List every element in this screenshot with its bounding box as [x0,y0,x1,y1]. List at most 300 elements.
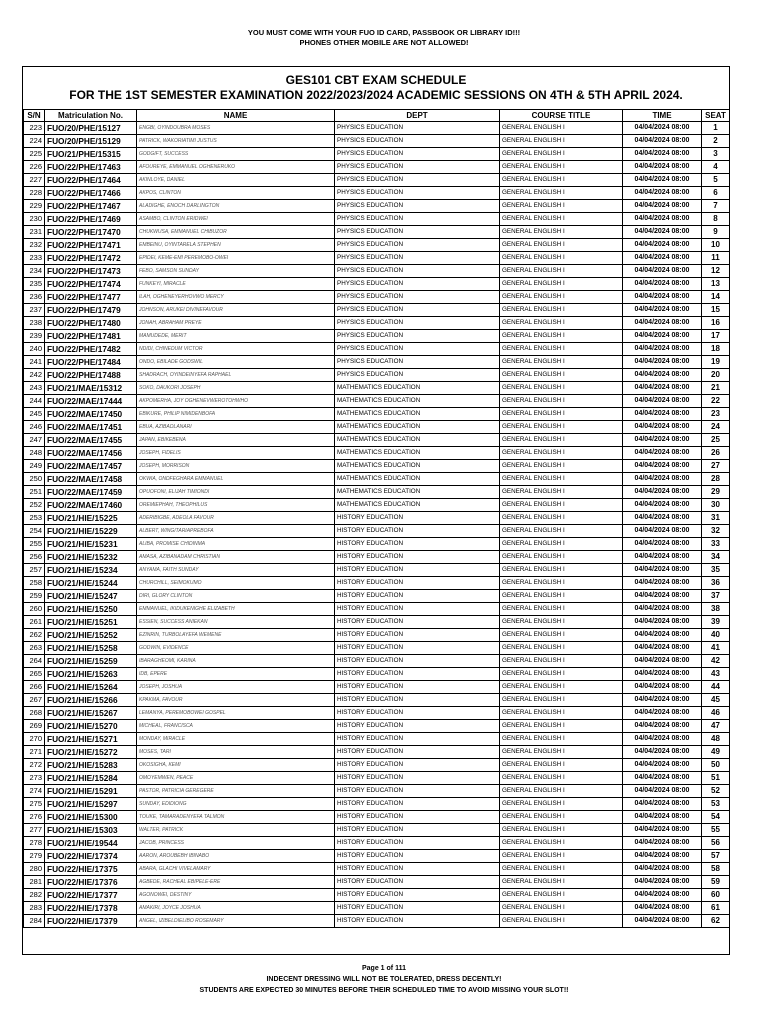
page-number: Page 1 of 111 [362,965,406,972]
row-student-name: ALADIGHE, ENOCH DARLINGTON [137,200,335,213]
row-time: 04/04/2024 08:00 [623,577,702,590]
table-row [24,785,730,798]
row-dept: HISTORY EDUCATION [335,733,500,746]
row-course-title: GENERAL ENGLISH I [500,915,623,928]
table-row [24,421,730,434]
table-row [24,616,730,629]
row-student-name: TOUKE, TAMARADENYEFA TALMON [137,811,335,824]
row-time: 04/04/2024 08:00 [623,343,702,356]
row-course-title: GENERAL ENGLISH I [500,824,623,837]
table-row [24,330,730,343]
table-row [24,824,730,837]
row-seat: 15 [702,304,730,317]
row-seat: 50 [702,759,730,772]
row-time: 04/04/2024 08:00 [623,213,702,226]
row-sn: 255 [24,538,45,551]
row-student-name: NDIDI, CHINEDUM VICTOR [137,343,335,356]
row-student-name: MICHEAL, FRANCISCA [137,720,335,733]
row-dept: PHYSICS EDUCATION [335,330,500,343]
row-dept: PHYSICS EDUCATION [335,161,500,174]
row-dept: PHYSICS EDUCATION [335,291,500,304]
row-time: 04/04/2024 08:00 [623,382,702,395]
row-time: 04/04/2024 08:00 [623,304,702,317]
row-student-name: AKPOMERHA, JOY OGHENEVWEROTOHWHO [137,395,335,408]
row-student-name: CHURCHILL, SEIMOKUMO [137,577,335,590]
row-student-name: IBARAGHEOMI, KARINA [137,655,335,668]
row-dept: HISTORY EDUCATION [335,720,500,733]
row-seat: 10 [702,239,730,252]
row-seat: 57 [702,850,730,863]
row-sn: 231 [24,226,45,239]
row-sn: 261 [24,616,45,629]
table-row [24,148,730,161]
row-dept: PHYSICS EDUCATION [335,148,500,161]
table-row [24,317,730,330]
table-row [24,733,730,746]
row-sn: 269 [24,720,45,733]
row-seat: 21 [702,382,730,395]
row-sn: 237 [24,304,45,317]
row-time: 04/04/2024 08:00 [623,408,702,421]
table-row [24,200,730,213]
row-student-name: OREMIEPHAH, THEOPHILUS [137,499,335,512]
row-course-title: GENERAL ENGLISH I [500,837,623,850]
row-student-name: MONDAY, MIRACLE [137,733,335,746]
table-row [24,811,730,824]
table-row [24,213,730,226]
row-matric-no: FUO/21/HIE/15283 [45,759,137,772]
schedule-table [23,109,730,928]
table-row [24,694,730,707]
row-seat: 34 [702,551,730,564]
row-student-name: EBUA, AZIBAOLANARI [137,421,335,434]
row-sn: 238 [24,317,45,330]
row-dept: HISTORY EDUCATION [335,512,500,525]
row-matric-no: FUO/22/PHE/17463 [45,161,137,174]
row-matric-no: FUO/22/PHE/17472 [45,252,137,265]
row-time: 04/04/2024 08:00 [623,902,702,915]
row-course-title: GENERAL ENGLISH I [500,434,623,447]
row-seat: 33 [702,538,730,551]
row-time: 04/04/2024 08:00 [623,239,702,252]
row-dept: HISTORY EDUCATION [335,759,500,772]
row-dept: HISTORY EDUCATION [335,902,500,915]
row-course-title: GENERAL ENGLISH I [500,863,623,876]
row-matric-no: FUO/22/MAE/17458 [45,473,137,486]
row-time: 04/04/2024 08:00 [623,122,702,135]
row-seat: 43 [702,668,730,681]
row-dept: PHYSICS EDUCATION [335,252,500,265]
table-row [24,356,730,369]
row-sn: 248 [24,447,45,460]
row-dept: MATHEMATICS EDUCATION [335,473,500,486]
row-student-name: ONDO, EBILADE GODSWIL [137,356,335,369]
row-sn: 281 [24,876,45,889]
row-sn: 271 [24,746,45,759]
row-seat: 32 [702,525,730,538]
row-matric-no: FUO/22/PHE/17466 [45,187,137,200]
row-sn: 270 [24,733,45,746]
row-time: 04/04/2024 08:00 [623,811,702,824]
row-sn: 279 [24,850,45,863]
row-course-title: GENERAL ENGLISH I [500,408,623,421]
row-dept: PHYSICS EDUCATION [335,187,500,200]
row-matric-no: FUO/22/HIE/17375 [45,863,137,876]
row-course-title: GENERAL ENGLISH I [500,473,623,486]
table-row [24,486,730,499]
row-course-title: GENERAL ENGLISH I [500,200,623,213]
table-row [24,252,730,265]
table-row [24,759,730,772]
row-time: 04/04/2024 08:00 [623,564,702,577]
row-student-name: OKOSIGHA, KEMI [137,759,335,772]
row-matric-no: FUO/21/HIE/15259 [45,655,137,668]
table-row [24,174,730,187]
row-seat: 19 [702,356,730,369]
row-student-name: SUNDAY, EDIDIONG [137,798,335,811]
row-time: 04/04/2024 08:00 [623,278,702,291]
row-seat: 37 [702,590,730,603]
row-course-title: GENERAL ENGLISH I [500,499,623,512]
row-sn: 235 [24,278,45,291]
row-matric-no: FUO/20/PHE/15129 [45,135,137,148]
row-seat: 39 [702,616,730,629]
row-sn: 280 [24,863,45,876]
row-matric-no: FUO/21/HIE/15267 [45,707,137,720]
row-dept: HISTORY EDUCATION [335,681,500,694]
row-matric-no: FUO/21/HIE/15266 [45,694,137,707]
row-time: 04/04/2024 08:00 [623,850,702,863]
table-row [24,369,730,382]
row-student-name: PASTOR, PATRICIA GEREGERE [137,785,335,798]
row-sn: 232 [24,239,45,252]
row-sn: 234 [24,265,45,278]
table-row [24,551,730,564]
row-student-name: EMMANUEL, IKIDUKENIGHE ELIZABETH [137,603,335,616]
row-time: 04/04/2024 08:00 [623,538,702,551]
table-row [24,681,730,694]
row-matric-no: FUO/22/PHE/17481 [45,330,137,343]
row-seat: 47 [702,720,730,733]
row-course-title: GENERAL ENGLISH I [500,213,623,226]
row-matric-no: FUO/21/HIE/15225 [45,512,137,525]
row-seat: 53 [702,798,730,811]
row-student-name: ALBERT, WINGITARIAPREBOFA [137,525,335,538]
row-matric-no: FUO/21/HIE/15231 [45,538,137,551]
row-time: 04/04/2024 08:00 [623,668,702,681]
row-sn: 284 [24,915,45,928]
row-matric-no: FUO/22/HIE/17374 [45,850,137,863]
row-course-title: GENERAL ENGLISH I [500,616,623,629]
row-time: 04/04/2024 08:00 [623,551,702,564]
row-time: 04/04/2024 08:00 [623,434,702,447]
row-dept: HISTORY EDUCATION [335,525,500,538]
row-sn: 276 [24,811,45,824]
row-student-name: EMBEINU, OYINTARELA STEPHEN [137,239,335,252]
table-row [24,447,730,460]
table-row [24,525,730,538]
row-seat: 61 [702,902,730,915]
row-course-title: GENERAL ENGLISH I [500,707,623,720]
row-dept: HISTORY EDUCATION [335,655,500,668]
row-time: 04/04/2024 08:00 [623,330,702,343]
row-student-name: JOHNSON, ARUKEI DIVINEFAVOUR [137,304,335,317]
row-course-title: GENERAL ENGLISH I [500,278,623,291]
dressing-notice: INDECENT DRESSING WILL NOT BE TOLERATED, DRESS DECENTLY! [266,976,502,983]
row-dept: HISTORY EDUCATION [335,590,500,603]
row-time: 04/04/2024 08:00 [623,837,702,850]
row-time: 04/04/2024 08:00 [623,317,702,330]
row-sn: 240 [24,343,45,356]
table-row [24,902,730,915]
table-row [24,434,730,447]
row-dept: HISTORY EDUCATION [335,915,500,928]
table-row [24,291,730,304]
row-matric-no: FUO/22/PHE/17488 [45,369,137,382]
col-header-time: TIME [623,110,702,122]
row-matric-no: FUO/21/HIE/15234 [45,564,137,577]
row-seat: 38 [702,603,730,616]
row-seat: 54 [702,811,730,824]
table-row [24,408,730,421]
row-course-title: GENERAL ENGLISH I [500,317,623,330]
row-course-title: GENERAL ENGLISH I [500,772,623,785]
row-matric-no: FUO/22/MAE/17460 [45,499,137,512]
row-seat: 16 [702,317,730,330]
row-student-name: OKWIA, ONDFEGHARA EMMANUEL [137,473,335,486]
header-row [24,110,730,122]
row-course-title: GENERAL ENGLISH I [500,785,623,798]
row-time: 04/04/2024 08:00 [623,798,702,811]
row-time: 04/04/2024 08:00 [623,603,702,616]
row-matric-no: FUO/21/HIE/15258 [45,642,137,655]
row-sn: 277 [24,824,45,837]
row-sn: 227 [24,174,45,187]
row-matric-no: FUO/21/HIE/15251 [45,616,137,629]
row-matric-no: FUO/22/PHE/17479 [45,304,137,317]
row-sn: 223 [24,122,45,135]
table-row [24,837,730,850]
row-matric-no: FUO/22/PHE/17480 [45,317,137,330]
row-student-name: ENGBI, OYINDOUBRA MOSES [137,122,335,135]
row-time: 04/04/2024 08:00 [623,148,702,161]
row-course-title: GENERAL ENGLISH I [500,603,623,616]
row-matric-no: FUO/22/MAE/17459 [45,486,137,499]
row-time: 04/04/2024 08:00 [623,161,702,174]
row-student-name: AKINLOYE, DANIEL [137,174,335,187]
row-student-name: ADERIBIGBE, ADEOLA FAVOUR [137,512,335,525]
row-sn: 272 [24,759,45,772]
row-dept: HISTORY EDUCATION [335,694,500,707]
row-course-title: GENERAL ENGLISH I [500,681,623,694]
row-time: 04/04/2024 08:00 [623,681,702,694]
row-dept: HISTORY EDUCATION [335,837,500,850]
row-time: 04/04/2024 08:00 [623,252,702,265]
row-course-title: GENERAL ENGLISH I [500,668,623,681]
table-row [24,538,730,551]
row-seat: 8 [702,213,730,226]
col-header-sn: S/N [24,110,45,122]
row-seat: 23 [702,408,730,421]
row-course-title: GENERAL ENGLISH I [500,330,623,343]
row-dept: HISTORY EDUCATION [335,577,500,590]
row-sn: 282 [24,889,45,902]
table-body [24,122,730,928]
row-sn: 254 [24,525,45,538]
table-row [24,512,730,525]
row-course-title: GENERAL ENGLISH I [500,811,623,824]
row-dept: PHYSICS EDUCATION [335,317,500,330]
row-seat: 48 [702,733,730,746]
row-matric-no: FUO/22/PHE/17474 [45,278,137,291]
row-sn: 233 [24,252,45,265]
row-sn: 224 [24,135,45,148]
row-seat: 3 [702,148,730,161]
row-sn: 250 [24,473,45,486]
row-seat: 17 [702,330,730,343]
row-sn: 258 [24,577,45,590]
table-row [24,278,730,291]
row-student-name: OPUOFONI, ELIJAH TIMIONDI [137,486,335,499]
row-course-title: GENERAL ENGLISH I [500,187,623,200]
row-seat: 27 [702,460,730,473]
row-student-name: LEMANYA, PEREMOBOWEI GOSPEL [137,707,335,720]
schedule-title: GES101 CBT EXAM SCHEDULE [285,73,467,87]
row-seat: 58 [702,863,730,876]
row-student-name: CHUKWUSA, EMMANUEL CHIBUZOR [137,226,335,239]
row-seat: 30 [702,499,730,512]
row-matric-no: FUO/22/PHE/17471 [45,239,137,252]
row-student-name: AGBEDE, RACHEAL EBIPELE-ERE [137,876,335,889]
row-dept: PHYSICS EDUCATION [335,369,500,382]
row-course-title: GENERAL ENGLISH I [500,265,623,278]
row-course-title: GENERAL ENGLISH I [500,395,623,408]
row-matric-no: FUO/22/MAE/17451 [45,421,137,434]
row-seat: 11 [702,252,730,265]
table-row [24,642,730,655]
table-row [24,382,730,395]
row-matric-no: FUO/22/PHE/17464 [45,174,137,187]
row-seat: 52 [702,785,730,798]
row-time: 04/04/2024 08:00 [623,499,702,512]
row-matric-no: FUO/21/HIE/15272 [45,746,137,759]
row-seat: 29 [702,486,730,499]
row-sn: 244 [24,395,45,408]
row-matric-no: FUO/21/PHE/15315 [45,148,137,161]
schedule-frame [22,66,730,955]
row-matric-no: FUO/21/HIE/15271 [45,733,137,746]
row-course-title: GENERAL ENGLISH I [500,564,623,577]
row-seat: 51 [702,772,730,785]
row-seat: 62 [702,915,730,928]
row-course-title: GENERAL ENGLISH I [500,226,623,239]
table-row [24,876,730,889]
row-time: 04/04/2024 08:00 [623,200,702,213]
row-sn: 253 [24,512,45,525]
row-time: 04/04/2024 08:00 [623,694,702,707]
row-student-name: FEBO, SAMSON SUNDAY [137,265,335,278]
row-time: 04/04/2024 08:00 [623,876,702,889]
row-course-title: GENERAL ENGLISH I [500,421,623,434]
row-time: 04/04/2024 08:00 [623,174,702,187]
row-sn: 266 [24,681,45,694]
row-sn: 256 [24,551,45,564]
row-seat: 4 [702,161,730,174]
row-course-title: GENERAL ENGLISH I [500,304,623,317]
row-matric-no: FUO/21/HIE/15270 [45,720,137,733]
col-header-course: COURSE TITLE [500,110,623,122]
table-row [24,343,730,356]
row-dept: HISTORY EDUCATION [335,746,500,759]
col-header-dept: DEPT [335,110,500,122]
row-time: 04/04/2024 08:00 [623,746,702,759]
table-row [24,564,730,577]
row-matric-no: FUO/22/HIE/17379 [45,915,137,928]
row-course-title: GENERAL ENGLISH I [500,174,623,187]
row-dept: PHYSICS EDUCATION [335,226,500,239]
row-student-name: AFOUREYE, EMMANUEL OGHENERUKO [137,161,335,174]
row-sn: 260 [24,603,45,616]
row-course-title: GENERAL ENGLISH I [500,902,623,915]
row-matric-no: FUO/22/PHE/17482 [45,343,137,356]
row-dept: MATHEMATICS EDUCATION [335,460,500,473]
row-course-title: GENERAL ENGLISH I [500,733,623,746]
table-row [24,746,730,759]
row-matric-no: FUO/22/PHE/17484 [45,356,137,369]
table-row [24,590,730,603]
row-sn: 228 [24,187,45,200]
row-seat: 55 [702,824,730,837]
row-seat: 6 [702,187,730,200]
table-row [24,798,730,811]
row-time: 04/04/2024 08:00 [623,369,702,382]
row-dept: HISTORY EDUCATION [335,811,500,824]
row-time: 04/04/2024 08:00 [623,395,702,408]
table-row [24,304,730,317]
row-sn: 247 [24,434,45,447]
row-seat: 12 [702,265,730,278]
row-dept: PHYSICS EDUCATION [335,265,500,278]
row-student-name: MOSES, TARI [137,746,335,759]
row-sn: 259 [24,590,45,603]
row-course-title: GENERAL ENGLISH I [500,135,623,148]
row-time: 04/04/2024 08:00 [623,655,702,668]
row-sn: 273 [24,772,45,785]
row-student-name: JOSEPH, FIDELIS [137,447,335,460]
table-row [24,473,730,486]
row-course-title: GENERAL ENGLISH I [500,161,623,174]
row-sn: 275 [24,798,45,811]
row-matric-no: FUO/21/HIE/15303 [45,824,137,837]
col-header-matric: Matriculation No. [45,110,137,122]
row-course-title: GENERAL ENGLISH I [500,798,623,811]
row-time: 04/04/2024 08:00 [623,590,702,603]
row-dept: PHYSICS EDUCATION [335,304,500,317]
table-row [24,122,730,135]
row-seat: 56 [702,837,730,850]
table-row [24,772,730,785]
row-time: 04/04/2024 08:00 [623,707,702,720]
row-sn: 243 [24,382,45,395]
row-student-name: ANGEL, IZIBELDIELIBO ROSEMARY [137,915,335,928]
row-student-name: EPIDEI, KEME-EMI PEREMOBO-OWEI [137,252,335,265]
row-time: 04/04/2024 08:00 [623,291,702,304]
row-sn: 246 [24,421,45,434]
punctuality-notice: STUDENTS ARE EXPECTED 30 MINUTES BEFORE THEIR SCHEDULED TIME TO AVOID MISSING YOUR SLOT!! [199,987,569,994]
row-dept: HISTORY EDUCATION [335,538,500,551]
row-time: 04/04/2024 08:00 [623,512,702,525]
row-time: 04/04/2024 08:00 [623,187,702,200]
